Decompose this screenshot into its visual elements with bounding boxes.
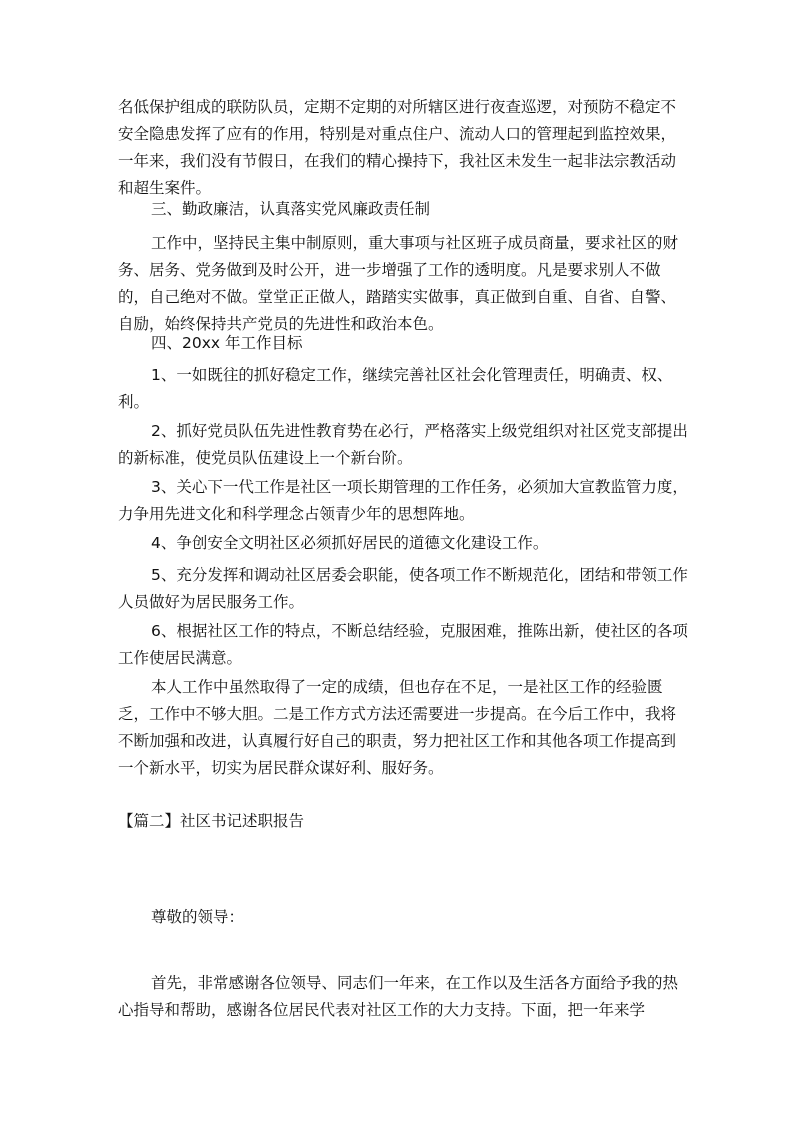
paragraph-self-assessment: 本人工作中虽然取得了一定的成绩，但也存在不足，一是社区工作的经验匮乏，工作中不够大胆。二是工作方式方法还需要进一步提高。在今后工作中，我将不断加强和改进，认真履行好自己的职责，努力把社区工作和其他各项工作提高到一个新水平，切实为居民群众谋好利、服好务。: [118, 678, 677, 777]
paragraph-security-patrol: 名低保护组成的联防队员，定期不定期的对所辖区进行夜查巡逻，对预防不稳定不安全隐患发挥了应有的作用，特别是对重点住户、流动人口的管理起到监控效果，一年来，我们没有节假日，在我们的精心操持下，我社区未发生一起非法宗教活动和超生案件。: [118, 98, 677, 197]
goal-item-3: 3、关心下一代工作是社区一项长期管理的工作任务，必须加大宣教监管力度，力争用先进文化和科学理念占领青少年的思想阵地。: [118, 478, 688, 523]
goal-item-4: 4、争创安全文明社区必须抓好居民的道德文化建设工作。: [151, 534, 549, 552]
section-title-part-two: 【篇二】社区书记述职报告: [118, 812, 305, 830]
goal-item-2: 2、抓好党员队伍先进性教育势在必行，严格落实上级党组织对社区党支部提出的新标准，使党员队伍建设上一个新台阶。: [118, 422, 688, 467]
goal-item-5: 5、充分发挥和调动社区居委会职能，使各项工作不断规范化，团结和带领工作人员做好为居民服务工作。: [118, 566, 688, 611]
goal-item-1: 1、一如既往的抓好稳定工作，继续完善社区社会化管理责任，明确责、权、利。: [118, 366, 673, 411]
paragraph-opening: 首先，非常感谢各位领导、同志们一年来，在工作以及生活各方面给予我的热心指导和帮助，感谢各位居民代表对社区工作的大力支持。下面，把一年来学: [118, 974, 679, 1019]
salutation: 尊敬的领导：: [151, 908, 245, 926]
paragraph-integrity: 工作中，坚持民主集中制原则，重大事项与社区班子成员商量，要求社区的财务、居务、党务做到及时公开，进一步增强了工作的透明度。凡是要求别人不做的，自己绝对不做。堂堂正正做人，踏踏实实做事，真正做到自重、自省、自警、自励，始终保持共产党员的先进性和政治本色。: [118, 234, 679, 333]
heading-section-four: 四、20xx 年工作目标: [151, 334, 303, 352]
heading-section-three: 三、勤政廉洁，认真落实党风廉政责任制: [151, 200, 431, 218]
goal-item-6: 6、根据社区工作的特点，不断总结经验，克服困难，推陈出新，使社区的各项工作使居民满意。: [118, 622, 688, 667]
